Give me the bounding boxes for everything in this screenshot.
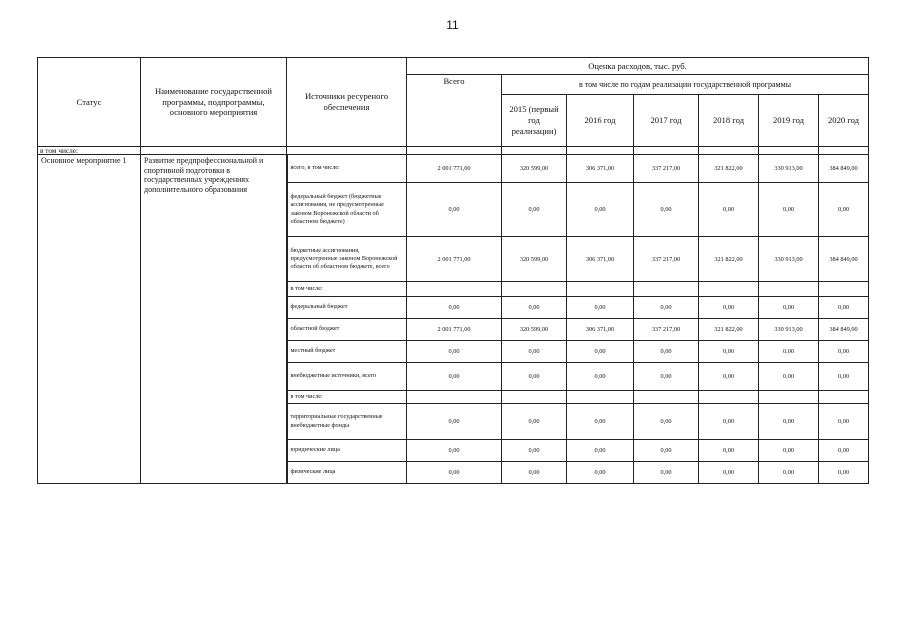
year-value-cell: 384 849,00 xyxy=(819,319,869,341)
header-year-2016: 2016 год xyxy=(567,95,634,147)
year-value-cell: 0,00 xyxy=(759,183,819,237)
year-value-cell: 0,00 xyxy=(819,462,869,484)
total-cell: 0,00 xyxy=(407,440,502,462)
year-value-cell: 0,00 xyxy=(502,440,567,462)
year-value-cell: 0,00 xyxy=(819,363,869,391)
page-number: 11 xyxy=(446,18,459,32)
year-value-cell xyxy=(567,391,634,404)
year-value-cell: 0,00 xyxy=(567,363,634,391)
year-value-cell xyxy=(759,282,819,297)
year-value-cell: 0,00 xyxy=(567,297,634,319)
year-value-cell: 320 599,00 xyxy=(502,155,567,183)
year-value-cell: 0,00 xyxy=(819,183,869,237)
year-value-cell: 0,00 xyxy=(699,462,759,484)
year-value-cell: 0,00 xyxy=(567,404,634,440)
year-value-cell: 384 849,00 xyxy=(819,237,869,282)
year-value-cell xyxy=(819,391,869,404)
year-value-cell: 0,00 xyxy=(819,404,869,440)
section-label: в том числе: xyxy=(38,147,141,155)
year-value-cell: 0,00 xyxy=(502,404,567,440)
total-cell: 2 001 771,00 xyxy=(407,237,502,282)
year-value-cell: 0,00 xyxy=(759,404,819,440)
year-value-cell xyxy=(699,391,759,404)
year-value-cell: 0,00 xyxy=(759,440,819,462)
year-value-cell: 321 822,00 xyxy=(699,237,759,282)
year-value-cell: 0,00 xyxy=(699,440,759,462)
funding-source-cell: местный бюджет xyxy=(287,341,407,363)
year-value-cell: 321 822,00 xyxy=(699,155,759,183)
year-value-cell xyxy=(567,282,634,297)
header-year-2017: 2017 год xyxy=(634,95,699,147)
year-value-cell: 0,00 xyxy=(819,297,869,319)
funding-source-cell: территориальные государственные внебюджетные фонды xyxy=(287,404,407,440)
year-value-cell: 306 371,00 xyxy=(567,155,634,183)
header-total: Всего xyxy=(407,75,502,147)
year-value-cell: 0,00 xyxy=(567,341,634,363)
funding-source-cell: физические лица xyxy=(287,462,407,484)
total-cell: 0,00 xyxy=(407,404,502,440)
funding-source-cell: в том числе: xyxy=(287,282,407,297)
year-value-cell: 0,00 xyxy=(759,341,819,363)
year-value-cell: 0,00 xyxy=(699,341,759,363)
year-value-cell: 0,00 xyxy=(634,183,699,237)
funding-source-cell: федеральный бюджет (бюджетные ассигнования, не предусмотренные законом Воронежской области об областном бюджете) xyxy=(287,183,407,237)
year-value-cell: 0,00 xyxy=(502,462,567,484)
funding-source-cell: юридические лица xyxy=(287,440,407,462)
year-value-cell: 0,00 xyxy=(634,341,699,363)
header-year-2019: 2019 год xyxy=(759,95,819,147)
total-cell: 0,00 xyxy=(407,297,502,319)
year-value-cell: 306 371,00 xyxy=(567,237,634,282)
year-value-cell: 306 371,00 xyxy=(567,319,634,341)
year-value-cell xyxy=(634,391,699,404)
year-value-cell: 0,00 xyxy=(759,462,819,484)
header-cost-estimate: Оценка расходов, тыс. руб. xyxy=(407,58,869,75)
year-value-cell: 0,00 xyxy=(819,341,869,363)
year-value-cell: 337 217,00 xyxy=(634,237,699,282)
header-by-years: в том числе по годам реализации государственной программы xyxy=(502,75,869,95)
year-value-cell xyxy=(502,391,567,404)
funding-source-cell: областной бюджет xyxy=(287,319,407,341)
year-value-cell: 321 822,00 xyxy=(699,319,759,341)
header-year-2015: 2015 (первый год реализации) xyxy=(502,95,567,147)
year-value-cell: 337 217,00 xyxy=(634,155,699,183)
year-value-cell: 0,00 xyxy=(567,440,634,462)
year-value-cell: 0,00 xyxy=(819,440,869,462)
header-year-2018: 2018 год xyxy=(699,95,759,147)
section-label-row xyxy=(38,147,869,155)
year-value-cell xyxy=(502,282,567,297)
year-value-cell: 0,00 xyxy=(634,297,699,319)
year-value-cell: 0,00 xyxy=(502,297,567,319)
year-value-cell: 337 217,00 xyxy=(634,319,699,341)
year-value-cell: 320 599,00 xyxy=(502,319,567,341)
total-cell: 2 001 771,00 xyxy=(407,319,502,341)
year-value-cell xyxy=(759,391,819,404)
total-cell: 2 001 771,00 xyxy=(407,155,502,183)
funding-source-cell: федеральный бюджет xyxy=(287,297,407,319)
header-status: Статус xyxy=(38,58,141,147)
year-value-cell: 0,00 xyxy=(759,363,819,391)
year-value-cell: 384 849,00 xyxy=(819,155,869,183)
year-value-cell: 0,00 xyxy=(502,183,567,237)
year-value-cell: 0,00 xyxy=(699,404,759,440)
year-value-cell: 0,00 xyxy=(567,183,634,237)
year-value-cell: 0,00 xyxy=(634,440,699,462)
year-value-cell: 330 913,00 xyxy=(759,155,819,183)
year-value-cell: 0,00 xyxy=(634,462,699,484)
total-cell: 0,00 xyxy=(407,183,502,237)
total-cell xyxy=(407,391,502,404)
year-value-cell: 0,00 xyxy=(634,404,699,440)
total-cell: 0,00 xyxy=(407,363,502,391)
table-row xyxy=(38,155,869,183)
year-value-cell: 320 599,00 xyxy=(502,237,567,282)
year-value-cell: 0,00 xyxy=(567,462,634,484)
total-cell: 0,00 xyxy=(407,462,502,484)
year-value-cell xyxy=(819,282,869,297)
year-value-cell: 0,00 xyxy=(502,363,567,391)
header-program-name: Наименование государственной программы, подпрограммы, основного мероприятия xyxy=(141,58,287,147)
status-cell: Основное мероприятие 1 xyxy=(38,155,141,484)
program-name-cell: Развитие предпрофессиональной и спортивной подготовки в государственных учреждениях дополнительного образования xyxy=(141,155,287,484)
total-cell: 0,00 xyxy=(407,341,502,363)
budget-table xyxy=(37,57,869,484)
header-year-2020: 2020 год xyxy=(819,95,869,147)
year-value-cell: 0,00 xyxy=(502,341,567,363)
year-value-cell: 0,00 xyxy=(699,363,759,391)
year-value-cell xyxy=(699,282,759,297)
funding-source-cell: всего, в том числе: xyxy=(287,155,407,183)
funding-source-cell: внебюджетные источники, всего xyxy=(287,363,407,391)
year-value-cell: 330 913,00 xyxy=(759,237,819,282)
funding-source-cell: бюджетные ассигнования, предусмотренные законом Воронежской области об областном бюджете, всего xyxy=(287,237,407,282)
year-value-cell: 0,00 xyxy=(634,363,699,391)
header-row-1 xyxy=(38,58,869,75)
funding-source-cell: в том числе: xyxy=(287,391,407,404)
year-value-cell: 0,00 xyxy=(699,297,759,319)
year-value-cell xyxy=(634,282,699,297)
header-funding-sources: Источники ресуреного обеспечения xyxy=(287,58,407,147)
year-value-cell: 330 913,00 xyxy=(759,319,819,341)
year-value-cell: 0,00 xyxy=(699,183,759,237)
total-cell xyxy=(407,282,502,297)
year-value-cell: 0,00 xyxy=(759,297,819,319)
